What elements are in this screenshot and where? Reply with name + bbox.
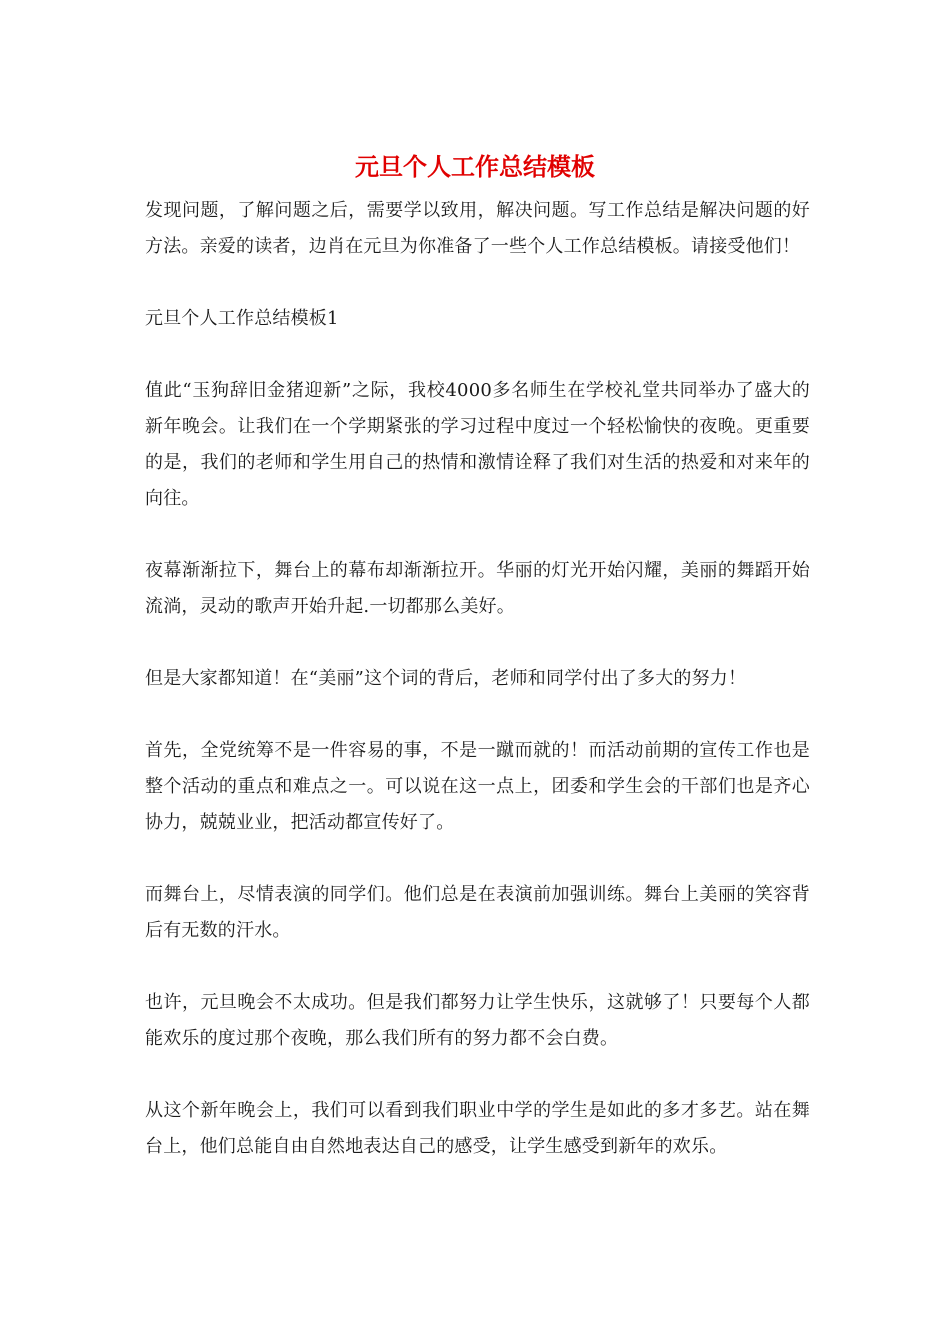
paragraph: 也许，元旦晚会不太成功。但是我们都努力让学生快乐，这就够了！只要每个人都能欢乐的度过那个夜晚，那么我们所有的努力都不会白费。	[145, 992, 810, 1049]
paragraph: 而舞台上，尽情表演的同学们。他们总是在表演前加强训练。舞台上美丽的笑容背后有无数的汗水。	[145, 884, 810, 941]
paragraph: 夜幕渐渐拉下，舞台上的幕布却渐渐拉开。华丽的灯光开始闪耀，美丽的舞蹈开始流淌，灵动的歌声开始升起.一切都那么美好。	[145, 560, 810, 617]
paragraph: 但是大家都知道！在“美丽”这个词的背后，老师和同学付出了多大的努力！	[145, 668, 747, 689]
paragraph: 从这个新年晚会上，我们可以看到我们职业中学的学生是如此的多才多艺。站在舞台上，他们总能自由自然地表达自己的感受，让学生感受到新年的欢乐。	[145, 1100, 810, 1157]
paragraph: 值此“玉狗辞旧金猪迎新”之际，我校4000多名师生在学校礼堂共同举办了盛大的新年晚会。让我们在一个学期紧张的学习过程中度过一个轻松愉快的夜晚。更重要的是，我们的老师和学生用自己的热情和激情诠释了我们对生活的热爱和对来年的向往。	[145, 380, 810, 509]
paragraph-intro: 发现问题，了解问题之后，需要学以致用，解决问题。写工作总结是解决问题的好方法。亲爱的读者，边肖在元旦为你准备了一些个人工作总结模板。请接受他们！	[145, 200, 810, 257]
section-heading: 元旦个人工作总结模板1	[145, 308, 339, 329]
paragraph: 首先，全党统筹不是一件容易的事，不是一蹴而就的！而活动前期的宣传工作也是整个活动的重点和难点之一。可以说在这一点上，团委和学生会的干部们也是齐心协力，兢兢业业，把活动都宣传好了。	[145, 740, 810, 833]
document-body	[145, 193, 810, 1201]
document-title: 元旦个人工作总结模板	[355, 153, 595, 181]
